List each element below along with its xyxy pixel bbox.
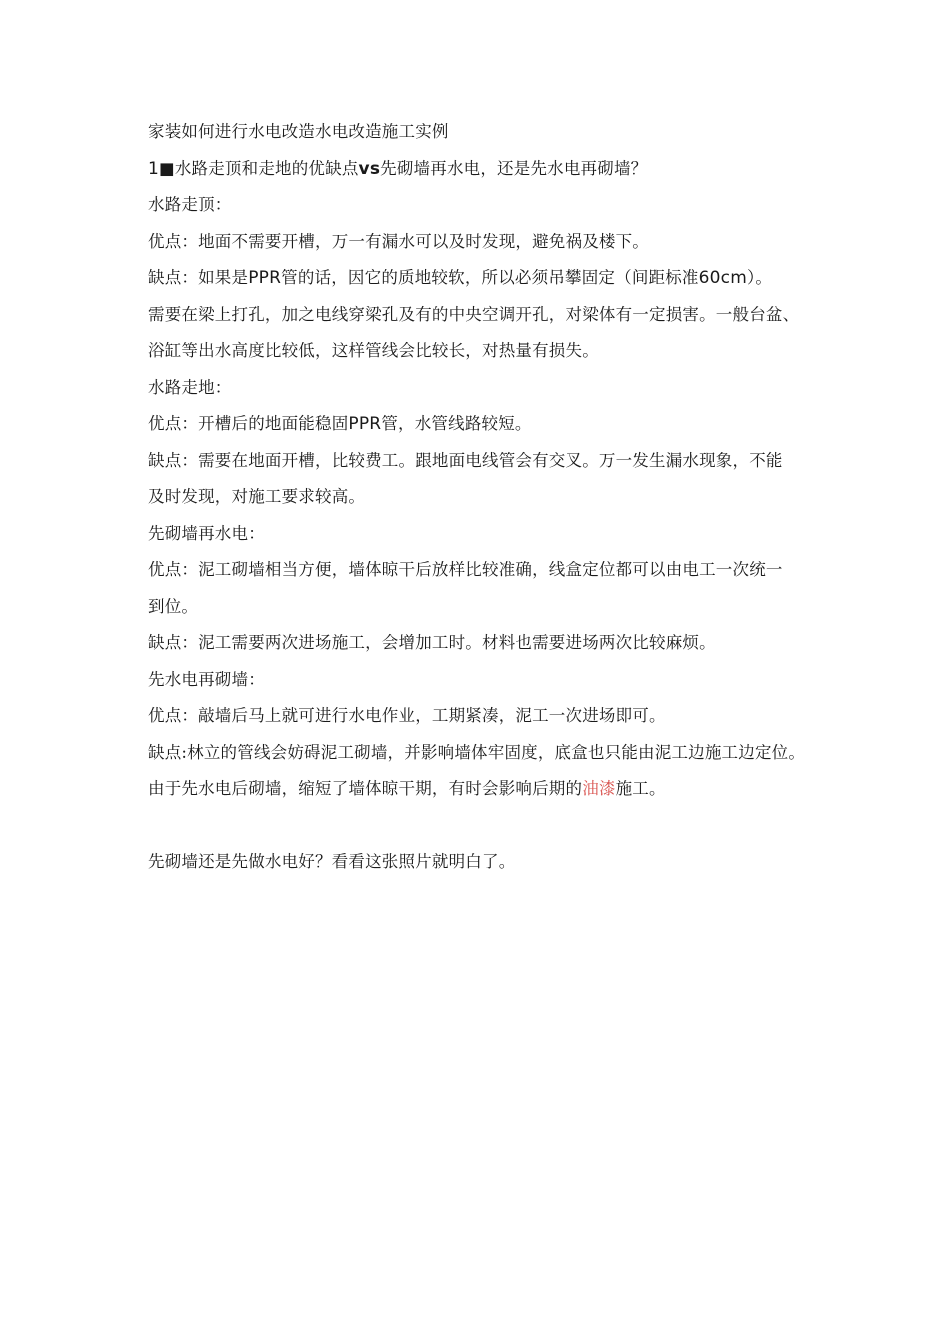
section3-con: 缺点：泥工需要两次进场施工，会增加工时。材料也需要进场两次比较麻烦。 bbox=[148, 633, 716, 652]
section1-pro: 优点：地面不需要开槽，万一有漏水可以及时发现，避免祸及楼下。 bbox=[148, 231, 649, 251]
section3-pro-line2: 到位。 bbox=[148, 596, 199, 616]
section1-con-a: 缺点：如果是 bbox=[148, 268, 249, 287]
section4-con-line2-b: 施工。 bbox=[615, 779, 666, 798]
section1-con-num: 60cm bbox=[698, 268, 747, 288]
section1-con-line2: 需要在梁上打孔，加之电线穿梁孔及有的中央空调开孔，对梁体有一定损害。一般台盆、 bbox=[148, 304, 800, 324]
heading-number: 1 bbox=[148, 158, 160, 179]
section1-label: 水路走顶： bbox=[148, 195, 232, 214]
section4-con-line1: 缺点:林立的管线会妨碍泥工砌墙，并影响墙体牢固度，底盒也只能由泥工边施工边定位。 bbox=[148, 742, 806, 762]
section-heading bbox=[148, 151, 888, 188]
section2-pro bbox=[148, 406, 888, 443]
closing-text: 先砌墙还是先做水电好？看看这张照片就明白了。 bbox=[148, 852, 516, 871]
section2-pro-a: 优点：开槽后的地面能稳固 bbox=[148, 414, 349, 433]
section3-pro-line1: 优点：泥工砌墙相当方便，墙体晾干后放样比较准确，线盒定位都可以由电工一次统一 bbox=[148, 560, 783, 579]
heading-part1: 水路走顶和走地的优缺点 bbox=[174, 158, 359, 178]
highlight-link-text: 油漆 bbox=[582, 779, 616, 798]
section3-label: 先砌墙再水电： bbox=[148, 523, 265, 543]
section1-con-line3: 浴缸等出水高度比较低，这样管线会比较长，对热量有损失。 bbox=[148, 341, 599, 360]
section4-con-line2 bbox=[148, 771, 888, 808]
heading-part2: 先砌墙再水电，还是先水电再砌墙？ bbox=[380, 158, 648, 178]
blank-line bbox=[148, 808, 888, 845]
page-title: 家装如何进行水电改造水电改造施工实例 bbox=[148, 122, 449, 141]
section2-label: 水路走地： bbox=[148, 377, 232, 397]
document-body bbox=[148, 114, 888, 881]
section2-con-line1: 缺点：需要在地面开槽，比较费工。跟地面电线管会有交叉。万一发生漏水现象，不能 bbox=[148, 450, 783, 470]
section1-con-c: ）。 bbox=[746, 268, 773, 287]
section1-con-b: 管的话，因它的质地较软，所以必须吊攀固定（间距标准 bbox=[281, 268, 699, 287]
section4-pro: 优点：敲墙后马上就可进行水电作业，工期紧凑，泥工一次进场即可。 bbox=[148, 706, 666, 725]
section4-label: 先水电再砌墙： bbox=[148, 669, 265, 689]
section2-pro-ppr: PPR bbox=[348, 414, 382, 434]
section4-con-line2-a: 由于先水电后砌墙，缩短了墙体晾干期，有时会影响后期的 bbox=[148, 779, 583, 798]
section2-pro-b: 管，水管线路较短。 bbox=[381, 414, 532, 433]
heading-vs: vs bbox=[358, 158, 381, 179]
bullet-icon: ■ bbox=[159, 158, 175, 178]
section1-con-ppr: PPR bbox=[248, 268, 282, 288]
section1-con bbox=[148, 260, 888, 297]
section2-con-line2: 及时发现，对施工要求较高。 bbox=[148, 487, 366, 506]
